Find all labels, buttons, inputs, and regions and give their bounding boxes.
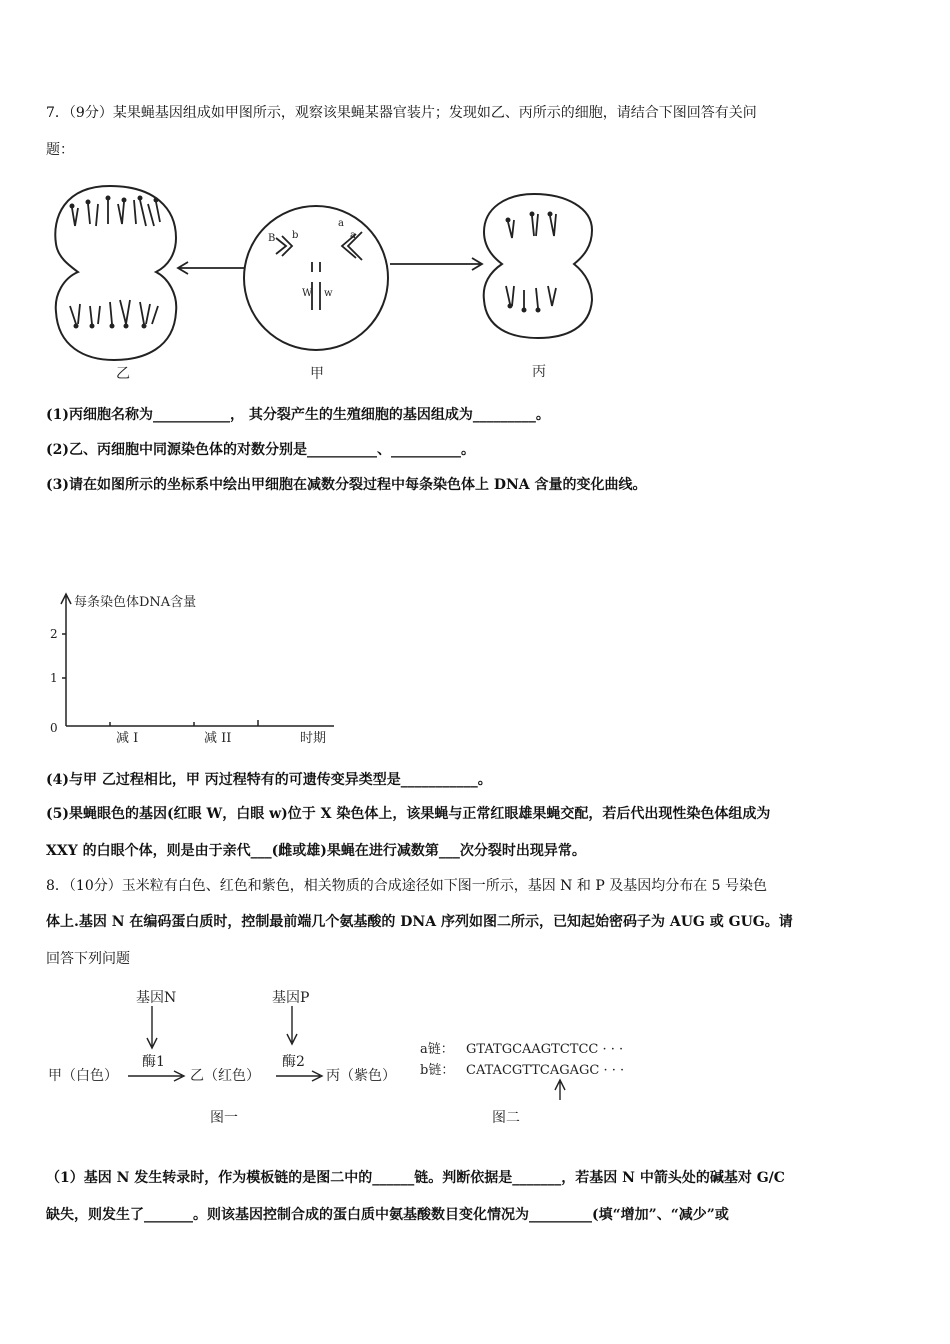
axes-tick-2: 2: [50, 627, 58, 641]
cell-jia-outline: [244, 206, 388, 350]
gene-P-label: 基因P: [272, 990, 310, 1006]
cell-jia-label: 甲: [310, 366, 324, 382]
cell-bing-label: 丙: [532, 364, 546, 380]
substance-bing: 丙（紫色）: [326, 1068, 396, 1084]
q7-sub5-line1: (5)果蝇眼色的基因(红眼 W，白眼 w)位于 X 染色体上，该果蝇与正常红眼雄果蝇交配，若后代出现性染色体组成为: [46, 806, 771, 822]
cell-yi-label: 乙: [116, 366, 130, 382]
strand-a-label: a链：: [420, 1042, 454, 1057]
q7-sub4: (4)与甲 乙过程相比，甲 丙过程特有的可遗传变异类型是___________。: [46, 772, 492, 788]
strand-a-seq: GTATGCAAGTCTCC · · ·: [466, 1042, 624, 1057]
q8-question-line3: 回答下列问题: [46, 951, 130, 967]
axes-x-tick-1: 减 I: [116, 731, 139, 746]
arrow-jia-to-bing: [390, 258, 482, 270]
q8-question-line2: 体上.基因 N 在编码蛋白质时，控制最前端几个氨基酸的 DNA 序列如图二所示，已知起始密码子为 AUG 或 GUG。请: [46, 914, 793, 930]
q7-sub5-line2: XXY 的白眼个体，则是由于亲代___(雌或雄)果蝇在进行减数第___次分裂时出现异常。: [46, 843, 586, 859]
figure2-caption: 图二: [492, 1110, 520, 1126]
arrow-step2: [276, 1071, 322, 1081]
q8-sub1-line1: （1）基因 N 发生转录时，作为模板链的是图二中的______链。判断依据是_______，若基因 N 中箭头处的碱基对 G/C: [46, 1170, 785, 1186]
axes-origin: 0: [50, 721, 58, 735]
gene-B-label: B: [268, 233, 276, 244]
q7-question-line2: 题：: [46, 142, 74, 158]
q8-dna-figure: [418, 1036, 638, 1132]
substance-jia: 甲（白色）: [48, 1068, 118, 1084]
q8-pathway-figure: [44, 984, 424, 1134]
q7-sub1: (1)丙细胞名称为___________， 其分裂产生的生殖细胞的基因组成为_________。: [46, 407, 550, 423]
axes-xlabel: 时期: [300, 731, 327, 746]
arrow-jia-to-yi: [178, 262, 244, 274]
enzyme2-label: 酶2: [282, 1054, 305, 1070]
mutation-arrow: [555, 1080, 565, 1100]
strand-b-label: b链：: [420, 1063, 455, 1078]
substance-yi: 乙（红色）: [190, 1068, 260, 1084]
arrow-geneP: [287, 1006, 297, 1044]
enzyme1-label: 酶1: [142, 1054, 165, 1070]
gene-W-label: W: [302, 288, 313, 299]
gene-w-label: w: [324, 288, 333, 299]
q7-sub2: (2)乙、丙细胞中同源染色体的对数分别是__________、__________。: [46, 442, 475, 458]
gene-a1-label: a: [338, 218, 344, 229]
q8-question-line1: 8．（10分）玉米粒有白色、红色和紫色，相关物质的合成途径如下图一所示，基因 N 和 P 及基因均分布在 5 号染色: [46, 878, 767, 894]
gene-b-label: b: [292, 230, 299, 241]
figure1-caption: 图一: [210, 1110, 238, 1126]
arrow-geneN: [147, 1006, 157, 1048]
q7-question-line1: 7．（9分）某果蝇基因组成如甲图所示，观察该果蝇某器官装片；发现如乙、丙所示的细胞，请结合下图回答有关问: [46, 105, 757, 121]
gene-a2-label: a: [350, 230, 356, 241]
arrow-step1: [128, 1071, 184, 1081]
q7-sub3: (3)请在如图所示的坐标系中绘出甲细胞在减数分裂过程中每条染色体上 DNA 含量的变化曲线。: [46, 477, 647, 493]
axes-tick-1: 1: [50, 671, 58, 685]
gene-N-label: 基因N: [136, 990, 177, 1006]
q7-cell-figure: [44, 178, 624, 388]
axes-ylabel: 每条染色体DNA含量: [74, 595, 197, 610]
q7-blank-axes: [44, 582, 354, 750]
q8-sub1-line2: 缺失，则发生了_______。则该基因控制合成的蛋白质中氨基酸数目变化情况为_________(填“增加”、“减少”或: [46, 1207, 729, 1223]
strand-b-seq: CATACGTTCAGAGC · · ·: [466, 1063, 625, 1078]
axes-x-tick-2: 减 II: [204, 731, 232, 746]
y-axis: [61, 594, 71, 726]
